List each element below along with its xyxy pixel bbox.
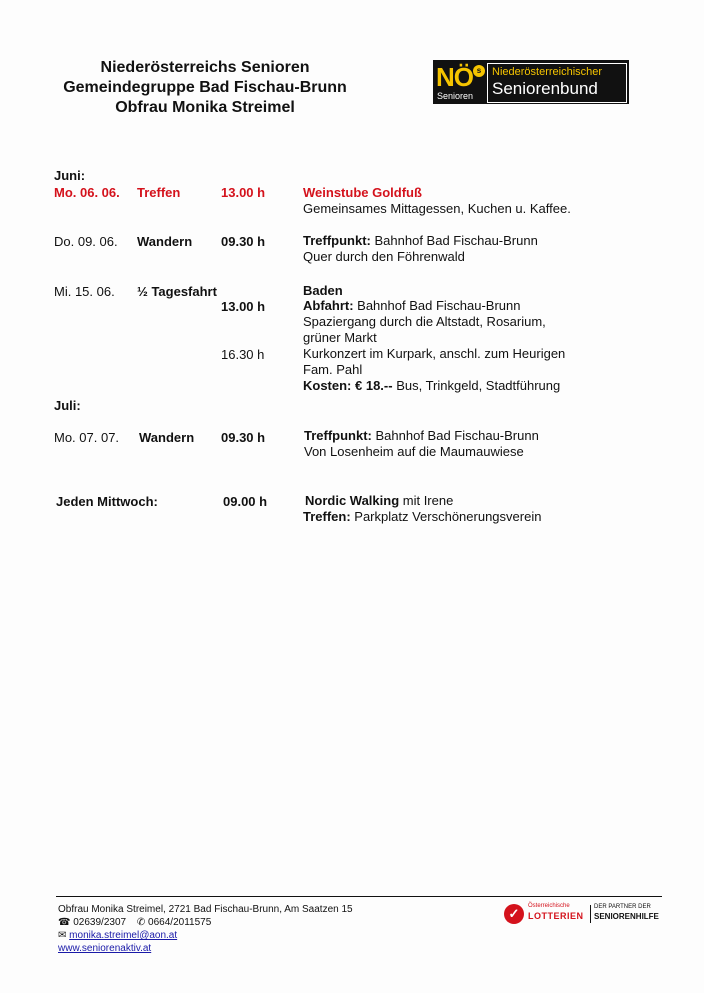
event1-time: 13.00 h [221, 185, 266, 200]
event5-date: Jeden Mittwoch: [56, 494, 158, 509]
noe-logo-mark [433, 60, 483, 104]
event1-date: Mo. 06. 06. [54, 185, 120, 200]
logo-wordmark [487, 63, 627, 103]
footer-address: Obfrau Monika Streimel, 2721 Bad Fischau-Brunn, Am Saatzen 15 [58, 904, 353, 915]
event5-meeting [303, 509, 541, 525]
event3-time2: 16.30 h [221, 347, 265, 362]
lotto-small-text: Österreichische [528, 903, 570, 909]
event3-concert: Kurkonzert im Kurpark, anschl. zum Heurigen [303, 346, 566, 361]
event1-type: Treffen [137, 185, 181, 200]
event2-label: Treffpunkt: [303, 233, 371, 248]
logo-no-text: NÖ [436, 62, 473, 92]
partner-small-text: DER PARTNER DER [594, 904, 651, 910]
lotto-name: LOTTERIEN [528, 911, 584, 921]
lotterien-emblem-icon: ✓ [504, 904, 524, 924]
event5-place: Parkplatz Verschönerungsverein [350, 509, 542, 524]
footer-email-row [58, 929, 177, 942]
logo-badge: s [473, 65, 485, 77]
header-chair: Obfrau Monika Streimel [115, 99, 295, 116]
logo-line2: Seniorenbund [492, 79, 598, 98]
partner-name: SENIORENHILFE [594, 912, 659, 921]
month-heading-july: Juli: [54, 398, 81, 413]
seniorenbund-logo [433, 60, 629, 104]
logo-line1: Niederösterreichischer [492, 66, 603, 78]
event3-type: ½ Tagesfahrt [137, 284, 217, 299]
event3-costs [303, 378, 560, 394]
header-group-name: Gemeindegruppe Bad Fischau-Brunn [63, 79, 347, 96]
month-heading-june: Juni: [54, 168, 86, 183]
event2-meeting-point [303, 233, 538, 249]
event4-date: Mo. 07. 07. [54, 430, 120, 445]
event3-market: grüner Markt [303, 330, 377, 345]
mobile-icon: ✆ [136, 917, 146, 928]
event3-place1: Bahnhof Bad Fischau-Brunn [353, 298, 521, 313]
footer-mobile: 0664/2011575 [148, 917, 212, 928]
logo-no-sub: Senioren [437, 91, 474, 101]
event2-type: Wandern [137, 234, 193, 249]
event5-title [305, 493, 453, 509]
lotto-separator [590, 905, 591, 923]
event4-meeting-point [304, 428, 539, 444]
event4-type: Wandern [139, 430, 195, 445]
event3-title: Baden [303, 283, 343, 298]
event4-details: Von Losenheim auf die Maumauwiese [304, 444, 524, 459]
event3-departure [303, 298, 520, 314]
event2-date: Do. 09. 06. [54, 234, 118, 249]
header-org-name: Niederösterreichs Senioren [100, 59, 310, 76]
event2-time: 09.30 h [221, 234, 266, 249]
phone-icon: ☎ [58, 917, 71, 928]
event3-label1: Abfahrt: [303, 298, 354, 313]
footer-web-link[interactable]: www.seniorenaktiv.at [58, 943, 152, 954]
mail-icon: ✉ [58, 930, 67, 941]
event5-title-rest: mit Irene [399, 493, 454, 508]
event3-walk: Spaziergang durch die Altstadt, Rosarium, [303, 314, 546, 329]
event2-place: Bahnhof Bad Fischau-Brunn [370, 233, 538, 248]
event5-label: Treffen: [303, 509, 351, 524]
event3-cost-label: Kosten: € 18.-- [303, 378, 393, 393]
event4-time: 09.30 h [221, 430, 266, 445]
event3-time1: 13.00 h [221, 299, 266, 314]
event5-title-bold: Nordic Walking [305, 493, 400, 508]
event3-date: Mi. 15. 06. [54, 284, 115, 299]
event2-details: Quer durch den Föhrenwald [303, 249, 465, 264]
footer-divider [56, 896, 662, 897]
event3-family: Fam. Pahl [303, 362, 363, 377]
footer-email-link[interactable]: monika.streimel@aon.at [69, 930, 178, 941]
event1-details: Gemeinsames Mittagessen, Kuchen u. Kaffee. [303, 201, 571, 216]
lotterien-logo [504, 902, 664, 926]
footer-phones [58, 916, 211, 929]
footer-phone: 02639/2307 [73, 917, 127, 928]
event3-cost-text: Bus, Trinkgeld, Stadtführung [392, 378, 561, 393]
event1-title: Weinstube Goldfuß [303, 185, 422, 200]
footer-web-row [58, 942, 151, 955]
event4-label: Treffpunkt: [304, 428, 372, 443]
event4-place: Bahnhof Bad Fischau-Brunn [371, 428, 539, 443]
event5-time: 09.00 h [223, 494, 268, 509]
